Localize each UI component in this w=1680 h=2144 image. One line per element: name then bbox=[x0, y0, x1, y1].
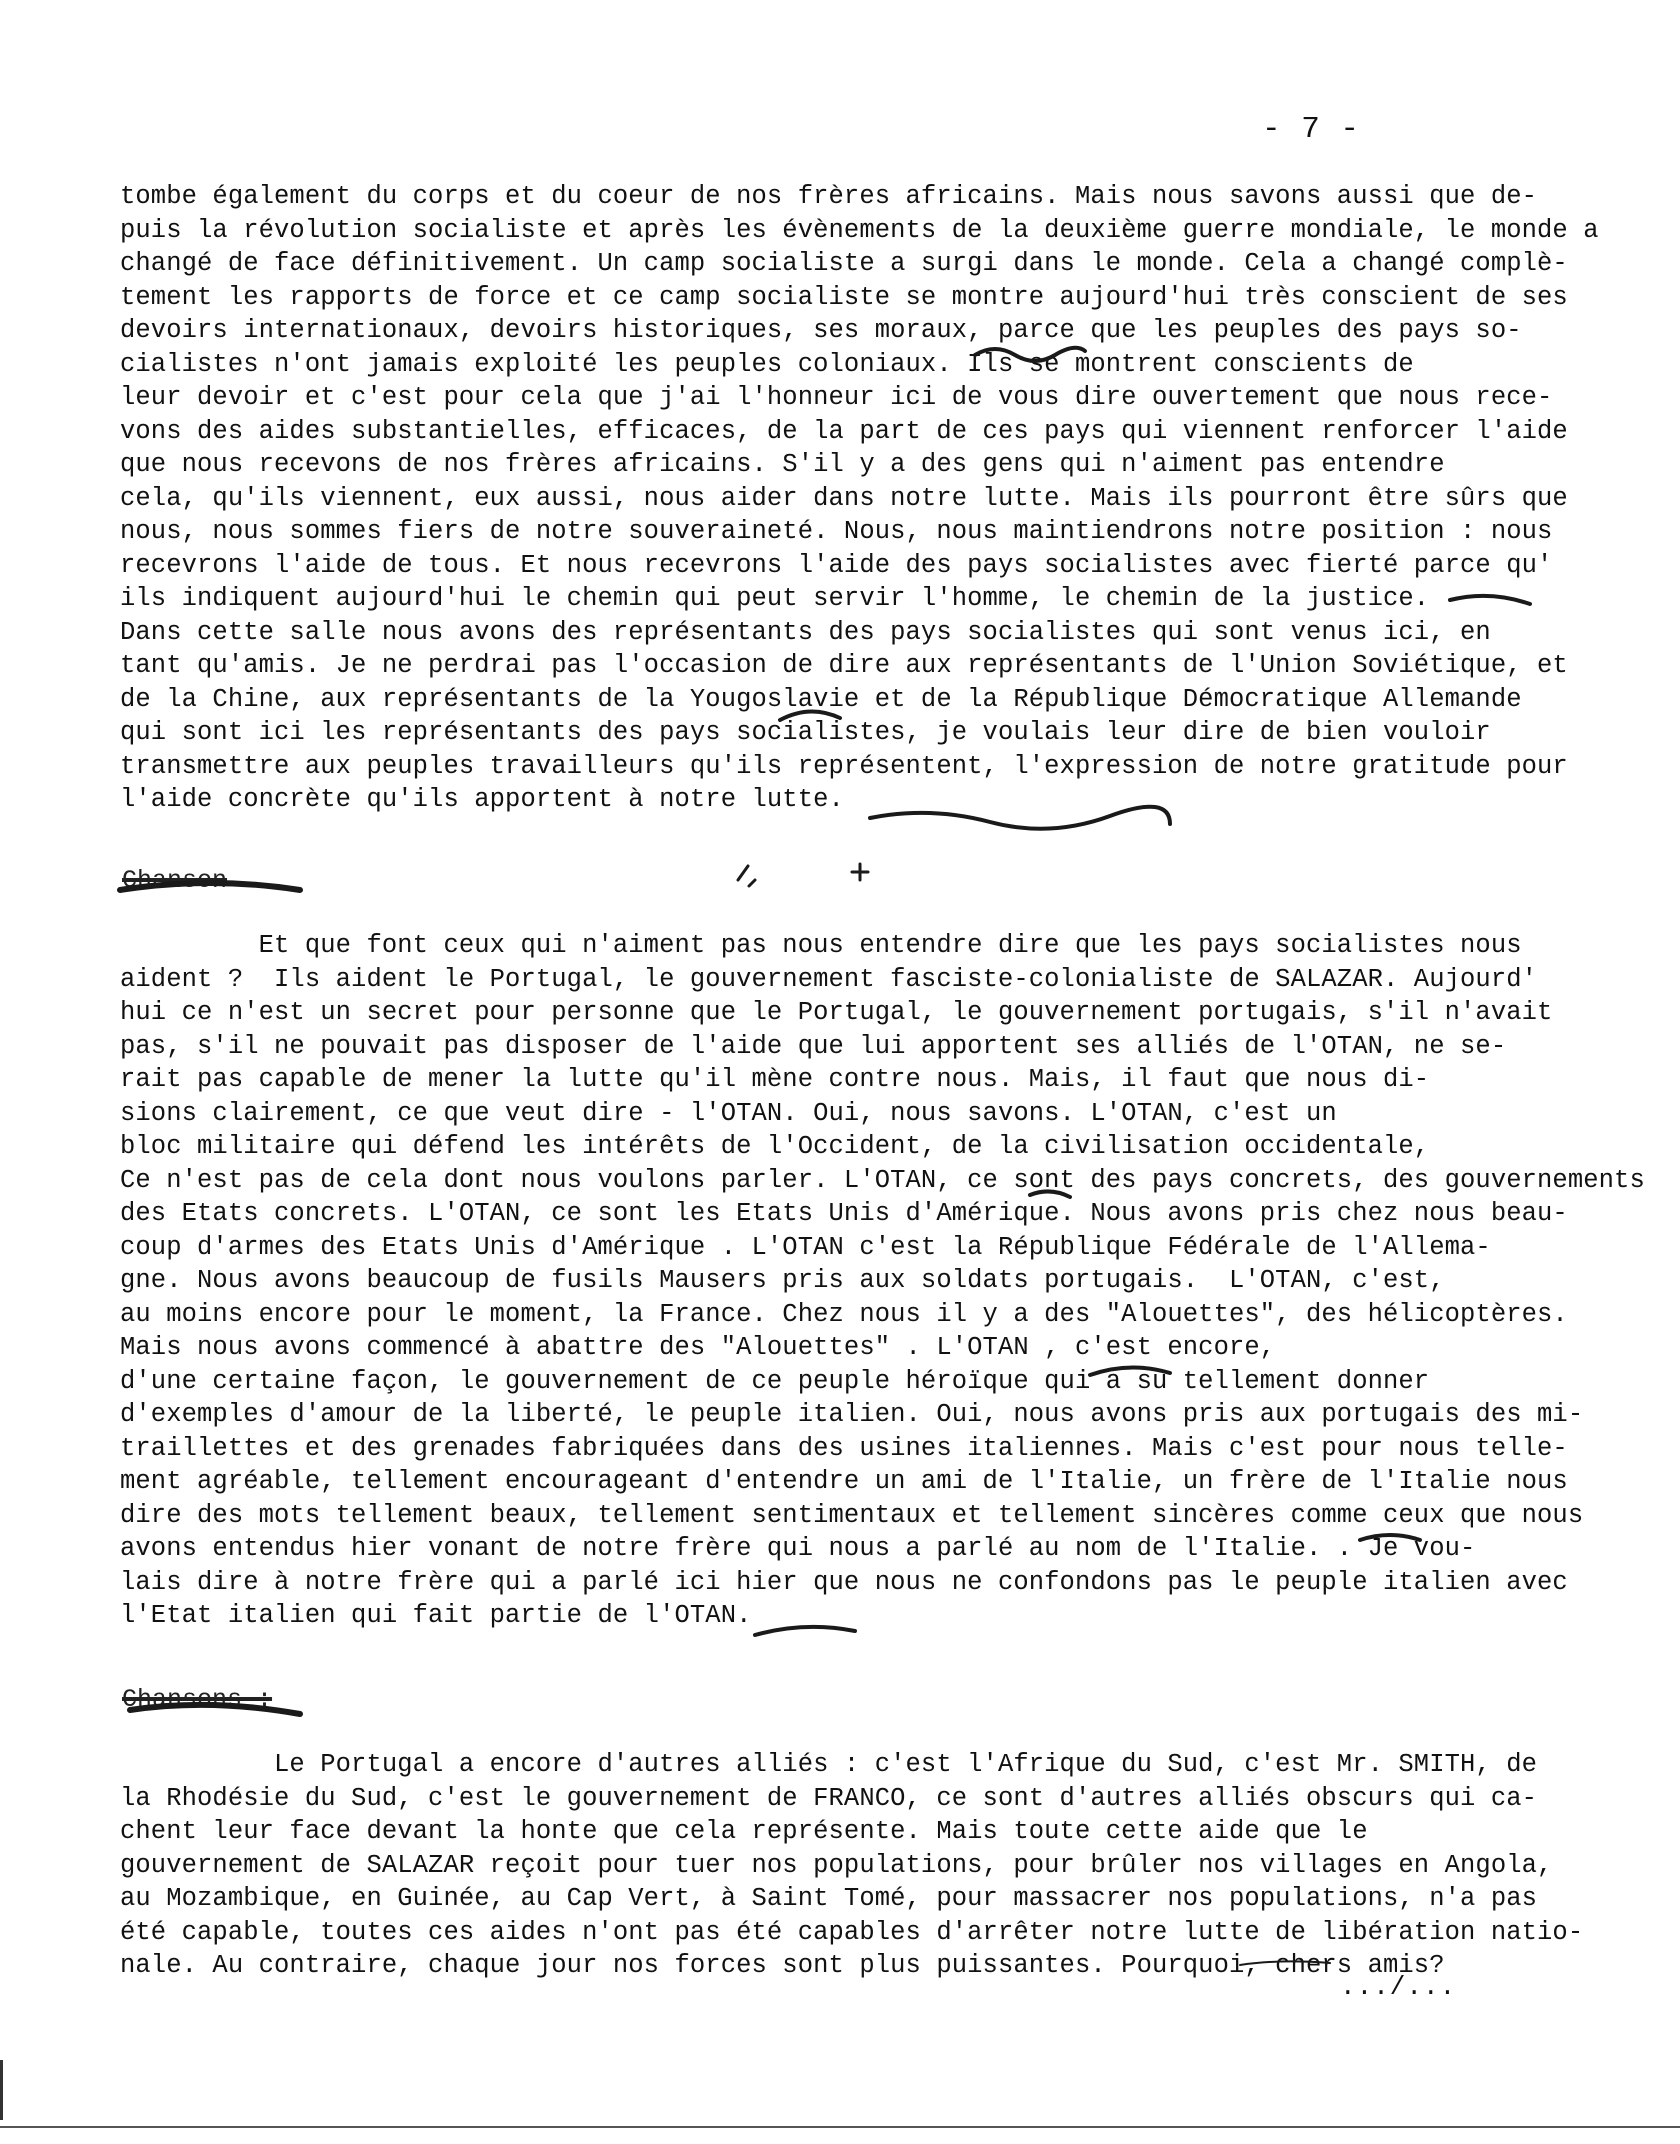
paragraph-2-line: avons entendus hier vonant de notre frère qui nous a parlé au nom de l'Italie. . Je vou- bbox=[120, 1534, 1476, 1563]
scribble-6 bbox=[755, 1627, 855, 1635]
scribble-8 bbox=[120, 883, 300, 890]
continuation-marker: .../... bbox=[1340, 1972, 1457, 2002]
paragraph-1-line: vons des aides substantielles, efficaces, de la part de ces pays qui viennent renforcer l'aide bbox=[120, 416, 1568, 446]
paragraph-2-line: bloc militaire qui défend les intérêts de l'Occident, de la civilisation occidentale, bbox=[120, 1132, 1430, 1161]
paragraph-1-line: de la Chine, aux représentants de la Yougoslavie et de la République Démocratique Allemande bbox=[120, 684, 1522, 714]
paragraph-1-line: cela, qu'ils viennent, eux aussi, nous aider dans notre lutte. Mais ils pourront être sûrs que bbox=[120, 483, 1568, 513]
left-scan-edge bbox=[0, 2060, 3, 2120]
paragraph-3-line: nale. Au contraire, chaque jour nos forces sont plus puissantes. Pourquoi, chers amis? bbox=[120, 1951, 1445, 1980]
page-number: - 7 - bbox=[1262, 112, 1361, 147]
paragraph-3-line: été capable, toutes ces aides n'ont pas été capables d'arrêter notre lutte de libération natio- bbox=[120, 1917, 1584, 1947]
paragraph-1-line: tant qu'amis. Je ne perdrai pas l'occasion de dire aux représentants de l'Union Soviétique, et bbox=[120, 651, 1568, 680]
paragraph-2-line: lais dire à notre frère qui a parlé ici hier que nous ne confondons pas le peuple italien avec bbox=[120, 1567, 1568, 1597]
paragraph-1-line: changé de face définitivement. Un camp socialiste a surgi dans le monde. Cela a changé complè- bbox=[120, 249, 1568, 278]
scribble-1 bbox=[975, 348, 1085, 361]
scribble-7 bbox=[1360, 1535, 1420, 1540]
paragraph-1-line: tombe également du corps et du coeur de nos frères africains. Mais nous savons aussi que de- bbox=[120, 182, 1538, 211]
struck-heading-2: Chansons : bbox=[122, 1685, 273, 1714]
paragraph-2-line: au moins encore pour le moment, la France. Chez nous il y a des "Alouettes", des hélicoptères. bbox=[120, 1299, 1568, 1329]
scribble-10 bbox=[1450, 596, 1530, 604]
paragraph-1-line: leur devoir et c'est pour cela que j'ai l'honneur ici de vous dire ouvertement que nous rece- bbox=[120, 383, 1553, 412]
tick-mark-2 bbox=[852, 864, 868, 880]
paragraph-2-line: aident ? Ils aident le Portugal, le gouvernement fasciste-colonialiste de SALAZAR. Aujourd' bbox=[120, 964, 1538, 994]
paragraph-1-line: tement les rapports de force et ce camp socialiste se montre aujourd'hui très conscient de ses bbox=[120, 282, 1568, 312]
paragraph-1-line: Dans cette salle nous avons des représentants des pays socialistes qui sont venus ici, en bbox=[120, 617, 1491, 647]
bottom-scan-line bbox=[0, 2126, 1680, 2128]
paragraph-3-line: gouvernement de SALAZAR reçoit pour tuer nos populations, pour brûler nos villages en Angola, bbox=[120, 1850, 1553, 1880]
paragraph-3-line: chent leur face devant la honte que cela représente. Mais toute cette aide que le bbox=[120, 1817, 1368, 1846]
paragraph-2-line: gne. Nous avons beaucoup de fusils Mausers pris aux soldats portugais. L'OTAN, c'est, bbox=[120, 1266, 1445, 1295]
paragraph-2-line: sions clairement, ce que veut dire - l'OTAN. Oui, nous savons. L'OTAN, c'est un bbox=[120, 1098, 1337, 1128]
paragraph-3-line: Le Portugal a encore d'autres alliés : c'est l'Afrique du Sud, c'est Mr. SMITH, de bbox=[120, 1750, 1538, 1779]
paragraph-2-line: ment agréable, tellement encourageant d'entendre un ami de l'Italie, un frère de l'Italie nous bbox=[120, 1467, 1568, 1496]
paragraph-2-line: pas, s'il ne pouvait pas disposer de l'aide que lui apportent ses alliés de l'OTAN, ne se- bbox=[120, 1031, 1507, 1061]
paragraph-1-line: puis la révolution socialiste et après les évènements de la deuxième guerre mondiale, le monde a bbox=[120, 215, 1599, 245]
paragraph-2-line: coup d'armes des Etats Unis d'Amérique . L'OTAN c'est la République Fédérale de l'Allema- bbox=[120, 1232, 1491, 1262]
paragraph-1-line: devoirs internationaux, devoirs historiques, ses moraux, parce que les peuples des pays so- bbox=[120, 316, 1522, 345]
paragraph-3-line: au Mozambique, en Guinée, au Cap Vert, à Saint Tomé, pour massacrer nos populations, n'a pas bbox=[120, 1884, 1538, 1913]
scribble-11 bbox=[1240, 1961, 1330, 1965]
paragraph-1-line: ils indiquent aujourd'hui le chemin qui peut servir l'homme, le chemin de la justice. bbox=[120, 584, 1430, 613]
paragraph-2-line: des Etats concrets. L'OTAN, ce sont les Etats Unis d'Amérique. Nous avons pris chez nous beau- bbox=[120, 1199, 1568, 1228]
paragraph-1-line: cialistes n'ont jamais exploité les peuples coloniaux. Ils se montrent conscients de bbox=[120, 349, 1414, 379]
paragraph-1-line: l'aide concrète qu'ils apportent à notre lutte. bbox=[120, 785, 844, 814]
paragraph-2-line: rait pas capable de mener la lutte qu'il mène contre nous. Mais, il faut que nous di- bbox=[120, 1065, 1430, 1094]
paragraph-2-line: dire des mots tellement beaux, tellement sentimentaux et tellement sincères comme ceux que nous bbox=[120, 1500, 1584, 1530]
scribble-5 bbox=[1030, 1191, 1070, 1197]
paragraph-1-line: qui sont ici les représentants des pays socialistes, je voulais leur dire de bien vouloir bbox=[120, 718, 1491, 747]
tick-mark-1 bbox=[738, 866, 755, 886]
paragraph-3-line: la Rhodésie du Sud, c'est le gouvernement de FRANCO, ce sont d'autres alliés obscurs qui ca- bbox=[120, 1783, 1538, 1813]
scribble-4 bbox=[870, 807, 1170, 829]
paragraph-2-line: traillettes et des grenades fabriquées dans des usines italiennes. Mais c'est pour nous telle- bbox=[120, 1433, 1568, 1463]
paragraph-2-line: Ce n'est pas de cela dont nous voulons parler. L'OTAN, ce sont des pays concrets, des gouvernements bbox=[120, 1165, 1645, 1195]
paragraph-1-line: transmettre aux peuples travailleurs qu'ils représentent, l'expression de notre gratitude pour bbox=[120, 751, 1568, 781]
paragraph-2-line: d'exemples d'amour de la liberté, le peuple italien. Oui, nous avons pris aux portugais des mi- bbox=[120, 1400, 1584, 1429]
struck-heading-1: Chanson bbox=[122, 866, 228, 895]
paragraph-2-line: l'Etat italien qui fait partie de l'OTAN. bbox=[120, 1601, 752, 1630]
paragraph-1-line: recevrons l'aide de tous. Et nous recevrons l'aide des pays socialistes avec fierté parce qu' bbox=[120, 550, 1553, 580]
paragraph-2-line: Mais nous avons commencé à abattre des "Alouettes" . L'OTAN , c'est encore, bbox=[120, 1333, 1276, 1362]
scribble-3 bbox=[1090, 1367, 1170, 1375]
scribble-9 bbox=[130, 1705, 300, 1714]
paragraph-1-line: que nous recevons de nos frères africains. S'il y a des gens qui n'aiment pas entendre bbox=[120, 450, 1445, 479]
paragraph-2-line: d'une certaine façon, le gouvernement de ce peuple héroïque qui a su tellement donner bbox=[120, 1366, 1430, 1396]
paragraph-2-line: hui ce n'est un secret pour personne que le Portugal, le gouvernement portugais, s'il n'avait bbox=[120, 998, 1553, 1027]
paragraph-1-line: nous, nous sommes fiers de notre souveraineté. Nous, nous maintiendrons notre position : nous bbox=[120, 517, 1553, 546]
paragraph-2-line: Et que font ceux qui n'aiment pas nous entendre dire que les pays socialistes nous bbox=[120, 931, 1522, 960]
scribble-2 bbox=[780, 711, 840, 720]
